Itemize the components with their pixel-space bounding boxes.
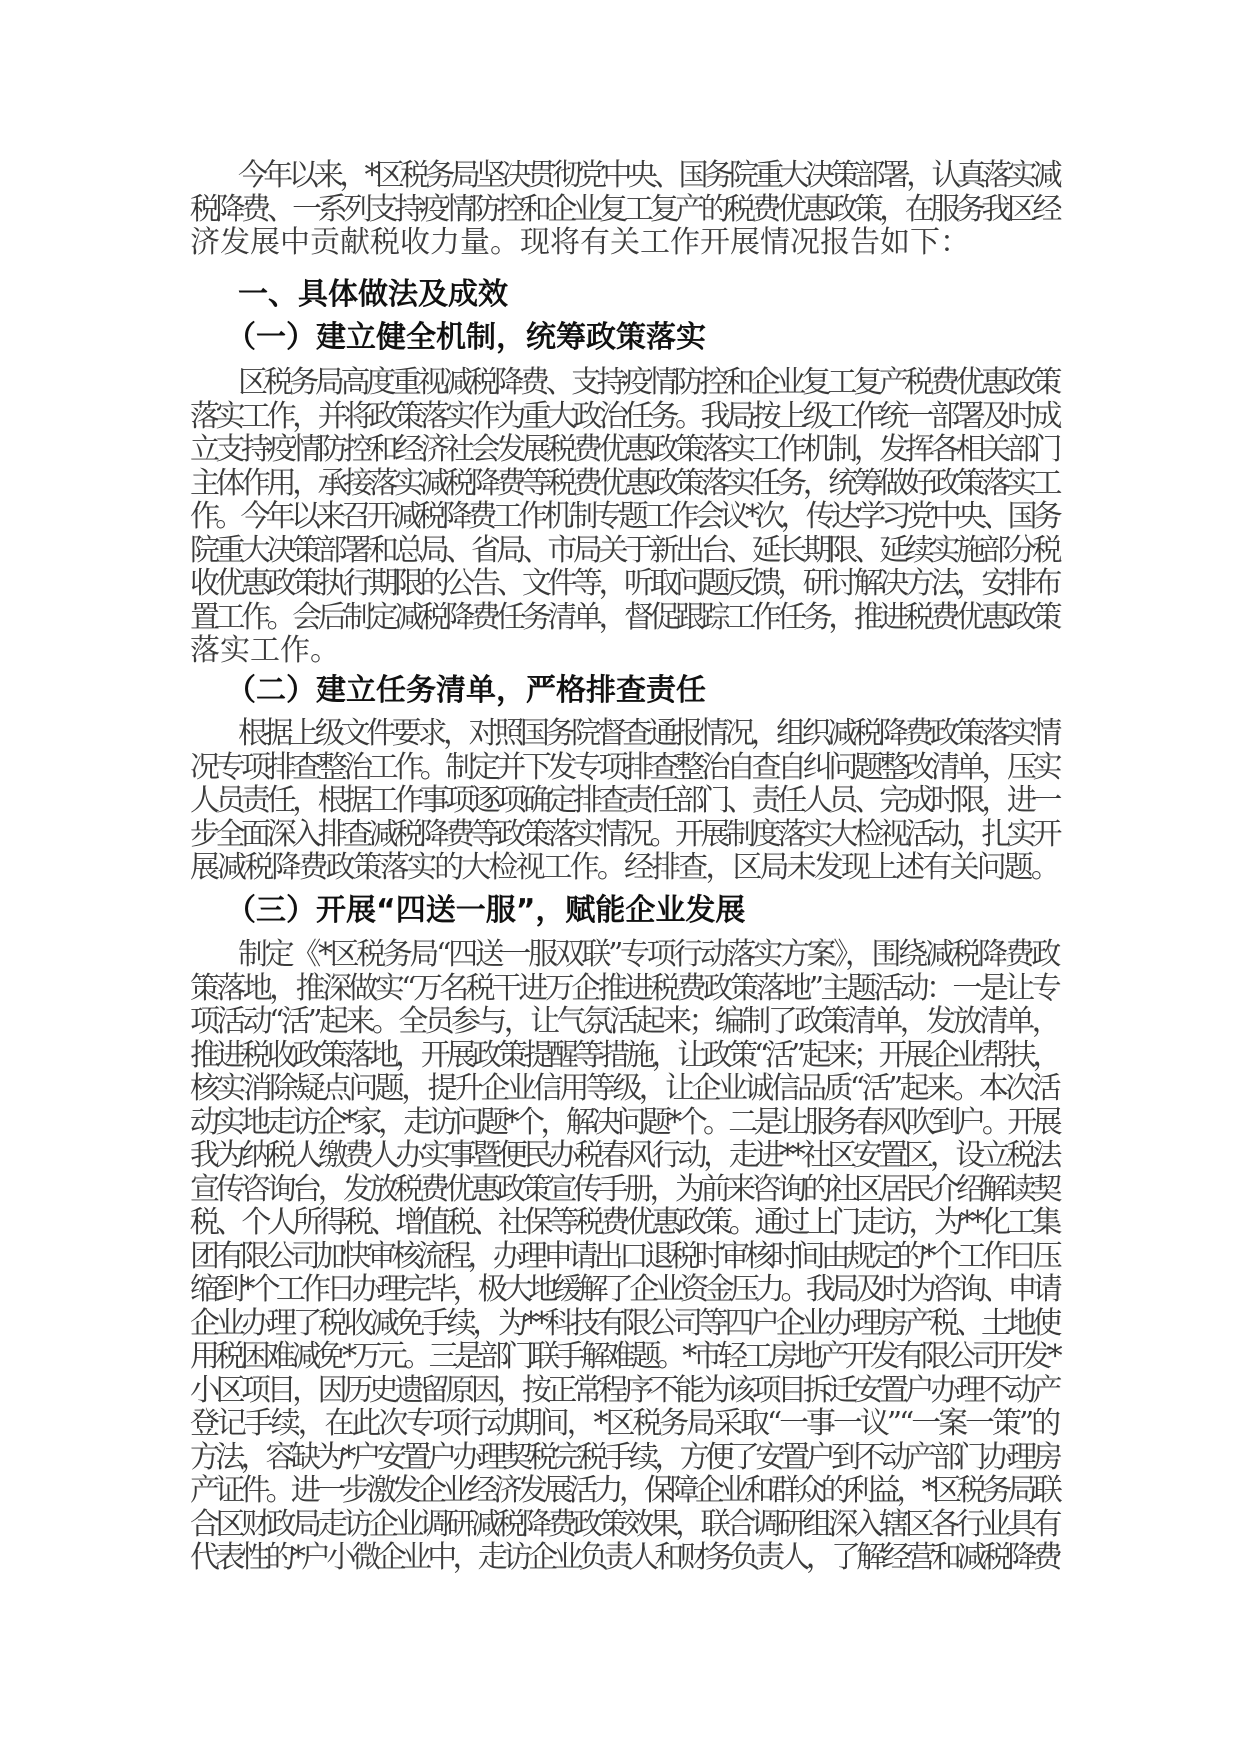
text-line-content: 宣传咨询台，发放税费优惠政策宣传手册，为前来咨询的社区居民介绍解读契 <box>190 1171 1058 1207</box>
text-line <box>190 1508 1058 1542</box>
text-line <box>190 1039 1058 1073</box>
text-line <box>190 366 1058 400</box>
paragraph-mechanism <box>190 366 1058 668</box>
text-line <box>190 1240 1058 1274</box>
text-line <box>190 784 1058 818</box>
text-line-content: 步全面深入排查减税降费等政策落实情况。开展制度落实大检视活动，扎实开 <box>190 816 1058 852</box>
text-line-content: 缩到*个工作日办理完毕，极大地缓解了企业资金压力。我局及时为咨询、申请 <box>190 1272 1059 1307</box>
text-line-content: 策落地，推深做实“万名税干进万企推进税费政策落地”主题活动：一是让专 <box>190 970 1059 1006</box>
text-line <box>190 938 1058 972</box>
text-line <box>190 1374 1058 1408</box>
text-line <box>190 1273 1058 1307</box>
text-line-content: 况专项排查整治工作。制定并下发专项排查整治自查自纠问题整改清单，压实 <box>190 749 1058 785</box>
text-line-content: 方法，容缺为*户安置户办理契税完税手续，方便了安置户到不动产部门办理房 <box>190 1439 1059 1475</box>
text-line-content: 税降费、一系列支持疫情防控和企业复工复产的税费优惠政策，在服务我区经 <box>190 191 1058 227</box>
text-line <box>190 1139 1058 1173</box>
text-line <box>190 1005 1058 1039</box>
text-line-content: 济发展中贡献税收力量。现将有关工作开展情况报告如下： <box>190 225 970 260</box>
text-line-content: 核实消除疑点问题，提升企业信用等级，让企业诚信品质“活”起来。本次活 <box>190 1071 1059 1106</box>
text-line-content: 制定《*区税务局“四送一服双联”专项行动落实方案》，围绕减税降费政 <box>238 937 1058 972</box>
text-line <box>190 159 1058 193</box>
text-line <box>190 467 1058 501</box>
text-line-content: 根据上级文件要求，对照国务院督查通报情况，组织减税降费政策落实情 <box>238 716 1058 751</box>
text-line-content: 主体作用，承接落实减税降费等税费优惠政策落实任务，统筹做好政策落实工 <box>190 465 1058 501</box>
text-line <box>190 1072 1058 1106</box>
text-line-content: 区税务局高度重视减税降费、支持疫情防控和企业复工复产税费优惠政策 <box>238 365 1058 400</box>
text-line <box>190 851 1058 885</box>
text-line <box>190 1106 1058 1140</box>
text-line <box>190 500 1058 534</box>
text-line <box>190 1173 1058 1207</box>
text-line-content: 我为纳税人缴费人办实事暨便民办税春风行动，走进**社区安置区，设立税法 <box>190 1138 1058 1173</box>
text-line-content: 作。今年以来召开减税降费工作机制专题工作会议*次，传达学习党中央、国务 <box>190 499 1059 534</box>
subsection-heading-1: （一）建立健全机制，统筹政策落实 <box>226 320 706 355</box>
text-line-content: 院重大决策部署和总局、省局、市局关于新出台、延长期限、延续实施部分税 <box>190 532 1058 568</box>
text-line <box>190 1474 1058 1508</box>
text-line <box>190 567 1058 601</box>
text-line <box>190 226 1058 260</box>
text-line-content: 收优惠政策执行期限的公告、文件等，听取问题反馈，研讨解决方法，安排布 <box>190 566 1058 601</box>
text-line <box>190 1441 1058 1475</box>
text-line <box>190 1340 1058 1374</box>
text-line-content: 登记手续，在此次专项行动期间，*区税务局采取“一事一议”“一案一策”的 <box>190 1406 1058 1441</box>
text-line <box>190 1407 1058 1441</box>
text-line-content: 展减税降费政策落实的大检视工作。经排查，区局未发现上述有关问题。 <box>190 850 1058 885</box>
text-line <box>190 634 1058 668</box>
text-line <box>190 717 1058 751</box>
text-line-content: 落实工作。 <box>190 633 340 668</box>
text-line-content: 小区项目，因历史遗留原因，按正常程序不能为该项目拆迁安置户办理不动产 <box>190 1372 1058 1408</box>
text-line-content: 落实工作，并将政策落实作为重大政治任务。我局按上级工作统一部署及时成 <box>190 398 1058 434</box>
subsection-heading-2: （二）建立任务清单，严格排查责任 <box>226 673 706 708</box>
subsection-heading-3: （三）开展“四送一服”，赋能企业发展 <box>226 893 746 928</box>
text-line-content: 代表性的*户小微企业中，走访企业负责人和财务负责人，了解经营和减税降费 <box>190 1540 1059 1575</box>
text-line <box>190 751 1058 785</box>
text-line-content: 企业办理了税收减免手续，为**科技有限公司等四户企业办理房产税、土地使 <box>190 1305 1058 1341</box>
text-line <box>190 400 1058 434</box>
text-line-content: 项活动“活”起来。全员参与，让气氛活起来；编制了政策清单，发放清单， <box>190 1004 1059 1039</box>
text-line-content: 用税困难减免*万元。三是部门联手解难题。*市轻工房地产开发有限公司开发* <box>190 1339 1058 1374</box>
text-line-content: 税、个人所得税、增值税、社保等税费优惠政策。通过上门走访，为**化工集 <box>190 1205 1058 1240</box>
text-line-content: 产证件。进一步激发企业经济发展活力，保障企业和群众的利益，*区税务局联 <box>190 1473 1059 1508</box>
text-line <box>190 1541 1058 1575</box>
text-line <box>190 601 1058 635</box>
text-line <box>190 1206 1058 1240</box>
text-line-content: 合区财政局走访企业调研减税降费政策效果，联合调研组深入辖区各行业具有 <box>190 1506 1058 1542</box>
intro-paragraph <box>190 159 1058 260</box>
text-line-content: 团有限公司加快审核流程，办理申请出口退税时审核时间由规定的*个工作日压 <box>190 1238 1059 1274</box>
text-line <box>190 193 1058 227</box>
text-line-content: 置工作。会后制定减税降费任务清单，督促跟踪工作任务，推进税费优惠政策 <box>190 599 1058 635</box>
text-line-content: 今年以来，*区税务局坚决贯彻党中央、国务院重大决策部署，认真落实减 <box>238 158 1058 193</box>
text-line-content: 动实地走访企*家，走访问题*个，解决问题*个。二是让服务春风吹到户。开展 <box>190 1104 1058 1140</box>
text-line <box>190 972 1058 1006</box>
text-line <box>190 534 1058 568</box>
text-line <box>190 433 1058 467</box>
text-line-content: 立支持疫情防控和经济社会发展税费优惠政策落实工作机制，发挥各相关部门 <box>190 432 1058 467</box>
paragraph-task-list <box>190 717 1058 885</box>
paragraph-four-services <box>190 938 1058 1575</box>
text-line-content: 人员责任，根据工作事项逐项确定排查责任部门、责任人员、完成时限，进一 <box>190 783 1058 818</box>
text-line-content: 推进税收政策落地，开展政策提醒等措施，让政策“活”起来；开展企业帮扶， <box>190 1037 1059 1073</box>
section-heading: 一、具体做法及成效 <box>238 277 508 312</box>
text-line <box>190 1307 1058 1341</box>
text-line <box>190 818 1058 852</box>
